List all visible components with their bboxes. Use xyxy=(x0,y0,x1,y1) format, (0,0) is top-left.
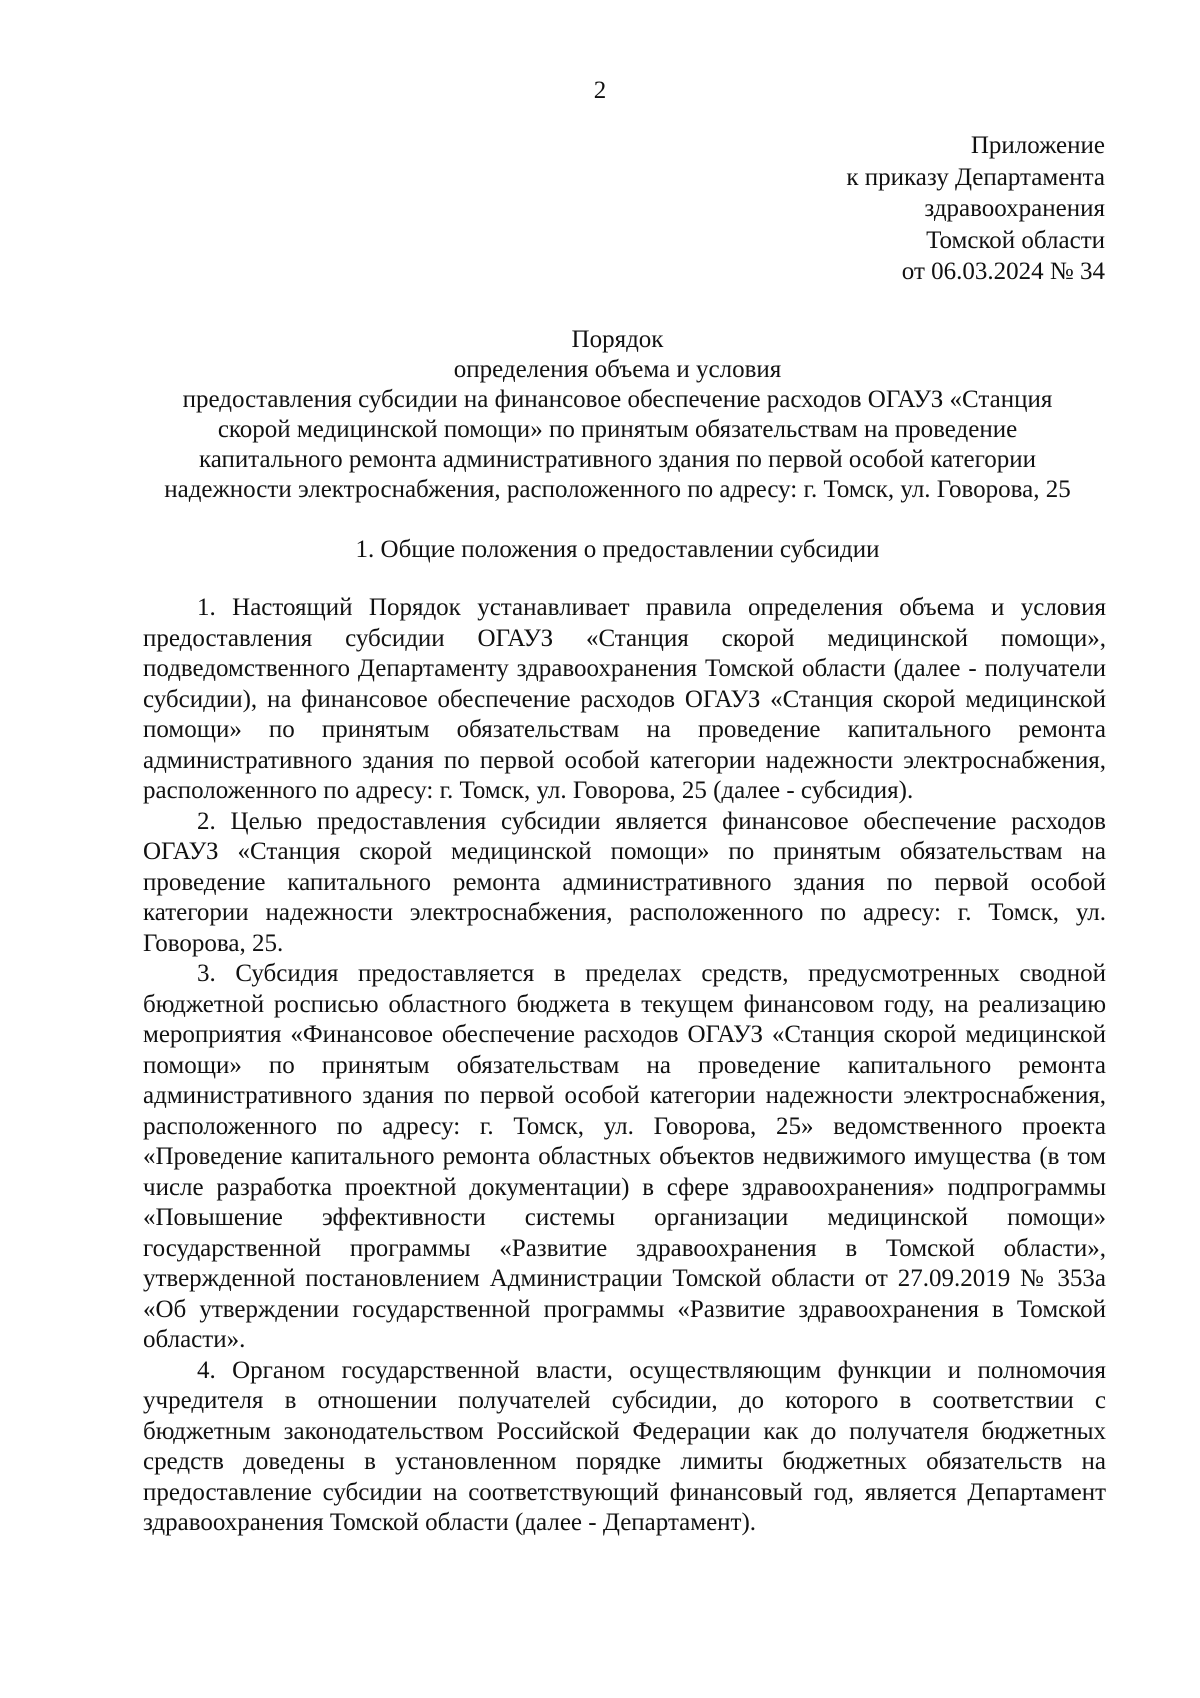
document-body xyxy=(143,593,1106,1539)
approval-date-number: от 06.03.2024 № 34 xyxy=(901,258,1105,285)
approval-line: Приложение xyxy=(970,132,1105,159)
approval-line: к приказу Департамента xyxy=(846,163,1105,191)
title-line: Порядок xyxy=(571,326,664,353)
paragraph-4: 4. Органом государственной власти, осуществляющим функции и полномочия учредителя в отношении получателей субсидии, до которого в соответствии с бюджетным законодательством Российской Федерации как до получателя бюджетных средств доведены в установленном порядке лимиты бюджетных обязательств на предоставление субсидии на соответствующий финансовый год, является Департамент здравоохранения Томской области (далее - Департамент). xyxy=(143,1356,1106,1536)
page-number: 2 xyxy=(593,77,607,104)
title-line: предоставления субсидии на финансовое обеспечение расходов ОГАУЗ «Станция xyxy=(182,386,1053,413)
paragraph-3: 3. Субсидия предоставляется в пределах средств, предусмотренных сводной бюджетной росписью областного бюджета в текущем финансовом году, на реализацию мероприятия «Финансовое обеспечение расходов ОГАУЗ «Станция скорой медицинской помощи» по принятым обязательствам на проведение капитального ремонта административного здания по первой особой категории надежности электроснабжения, расположенного по адресу: г. Томск, ул. Говорова, 25» ведомственного проекта «Проведение капитального ремонта областных объектов недвижимого имущества (в том числе разработка проектной документации) в сфере здравоохранения» подпрограммы «Повышение эффективности системы организации медицинской помощи» государственной программы «Развитие здравоохранения в Томской области», утвержденной постановлением Администрации Томской области от 27.09.2019 № 353а «Об утверждении государственной программы «Развитие здравоохранения в Томской области». xyxy=(143,960,1106,1353)
approval-line: здравоохранения xyxy=(924,195,1105,222)
section-heading: 1. Общие положения о предоставлении субсидии xyxy=(355,536,880,563)
approval-line: Томской области xyxy=(926,226,1105,254)
title-line: определения объема и условия xyxy=(453,356,782,383)
title-line: капитального ремонта административного здания по первой особой категории xyxy=(198,446,1037,473)
paragraph-2: 2. Целью предоставления субсидии является финансовое обеспечение расходов ОГАУЗ «Станция скорой медицинской помощи» по принятым обязательствам на проведение капитального ремонта административного здания по первой особой категории надежности электроснабжения, расположенного по адресу: г. Томск, ул. Говорова, 25. xyxy=(143,807,1106,957)
title-line: надежности электроснабжения, расположенного по адресу: г. Томск, ул. Говорова, 25 xyxy=(164,476,1071,503)
paragraph-1: 1. Настоящий Порядок устанавливает правила определения объема и условия предоставления субсидии ОГАУЗ «Станция скорой медицинской помощи», подведомственного Департаменту здравоохранения Томской области (далее - получатели субсидии), на финансовое обеспечение расходов ОГАУЗ «Станция скорой медицинской помощи» по принятым обязательствам на проведение капитального ремонта административного здания по первой особой категории надежности электроснабжения, расположенного по адресу: г. Томск, ул. Говорова, 25 (далее - субсидия). xyxy=(143,594,1106,804)
approval-block xyxy=(545,130,1105,288)
document-title xyxy=(130,325,1105,505)
title-line: скорой медицинской помощи» по принятым обязательствам на проведение xyxy=(217,416,1018,443)
